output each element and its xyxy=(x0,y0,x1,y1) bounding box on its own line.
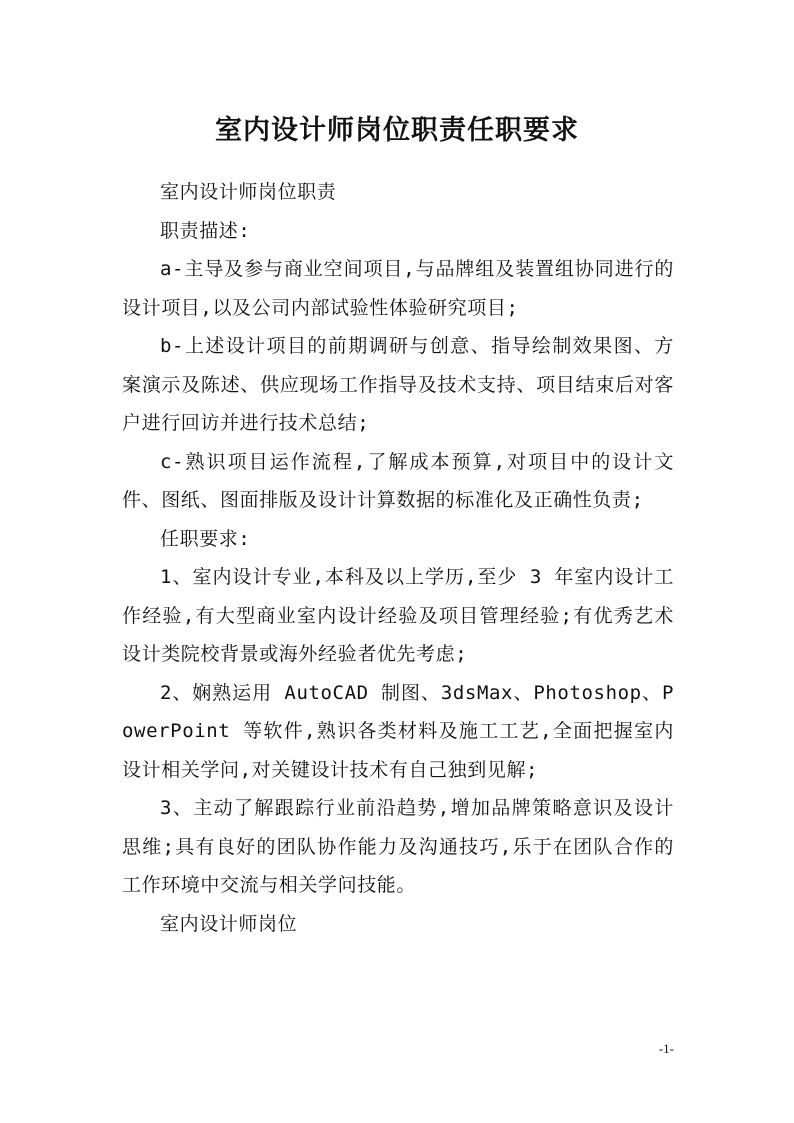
page-number: -1- xyxy=(658,1041,674,1056)
paragraph-duty-a: a-主导及参与商业空间项目,与品牌组及装置组协同进行的设计项目,以及公司内部试验性体验研究项目; xyxy=(122,258,674,319)
document-title: 室内设计师岗位职责任职要求 xyxy=(215,115,579,146)
paragraph-requirements-label: 任职要求: xyxy=(160,527,251,550)
paragraph-duties-label: 职责描述: xyxy=(160,219,251,242)
document-body xyxy=(122,173,674,943)
paragraph-requirement-3: 3、主动了解跟踪行业前沿趋势,增加品牌策略意识及设计思维;具有良好的团队协作能力及沟通技巧,乐于在团队合作的工作环境中交流与相关学问技能。 xyxy=(122,797,674,896)
paragraph-section-heading: 室内设计师岗位职责 xyxy=(160,181,337,203)
paragraph-duty-b: b-上述设计项目的前期调研与创意、指导绘制效果图、方案演示及陈述、供应现场工作指导及技术支持、项目结束后对客户进行回访并进行技术总结; xyxy=(122,335,674,434)
paragraph-requirement-1: 1、室内设计专业,本科及以上学历,至少 3 年室内设计工作经验,有大型商业室内设计经验及项目管理经验;有优秀艺术设计类院校背景或海外经验者优先考虑; xyxy=(122,566,674,665)
paragraph-requirement-2: 2、娴熟运用 AutoCAD 制图、3dsMax、Photoshop、PowerPoint 等软件,熟识各类材料及施工工艺,全面把握室内设计相关学问,对关键设计技术有自己独到见解; xyxy=(122,681,674,781)
paragraph-duty-c: c-熟识项目运作流程,了解成本预算,对项目中的设计文件、图纸、图面排版及设计计算数据的标准化及正确性负责; xyxy=(122,450,674,511)
paragraph-next-section: 室内设计师岗位 xyxy=(160,912,298,935)
